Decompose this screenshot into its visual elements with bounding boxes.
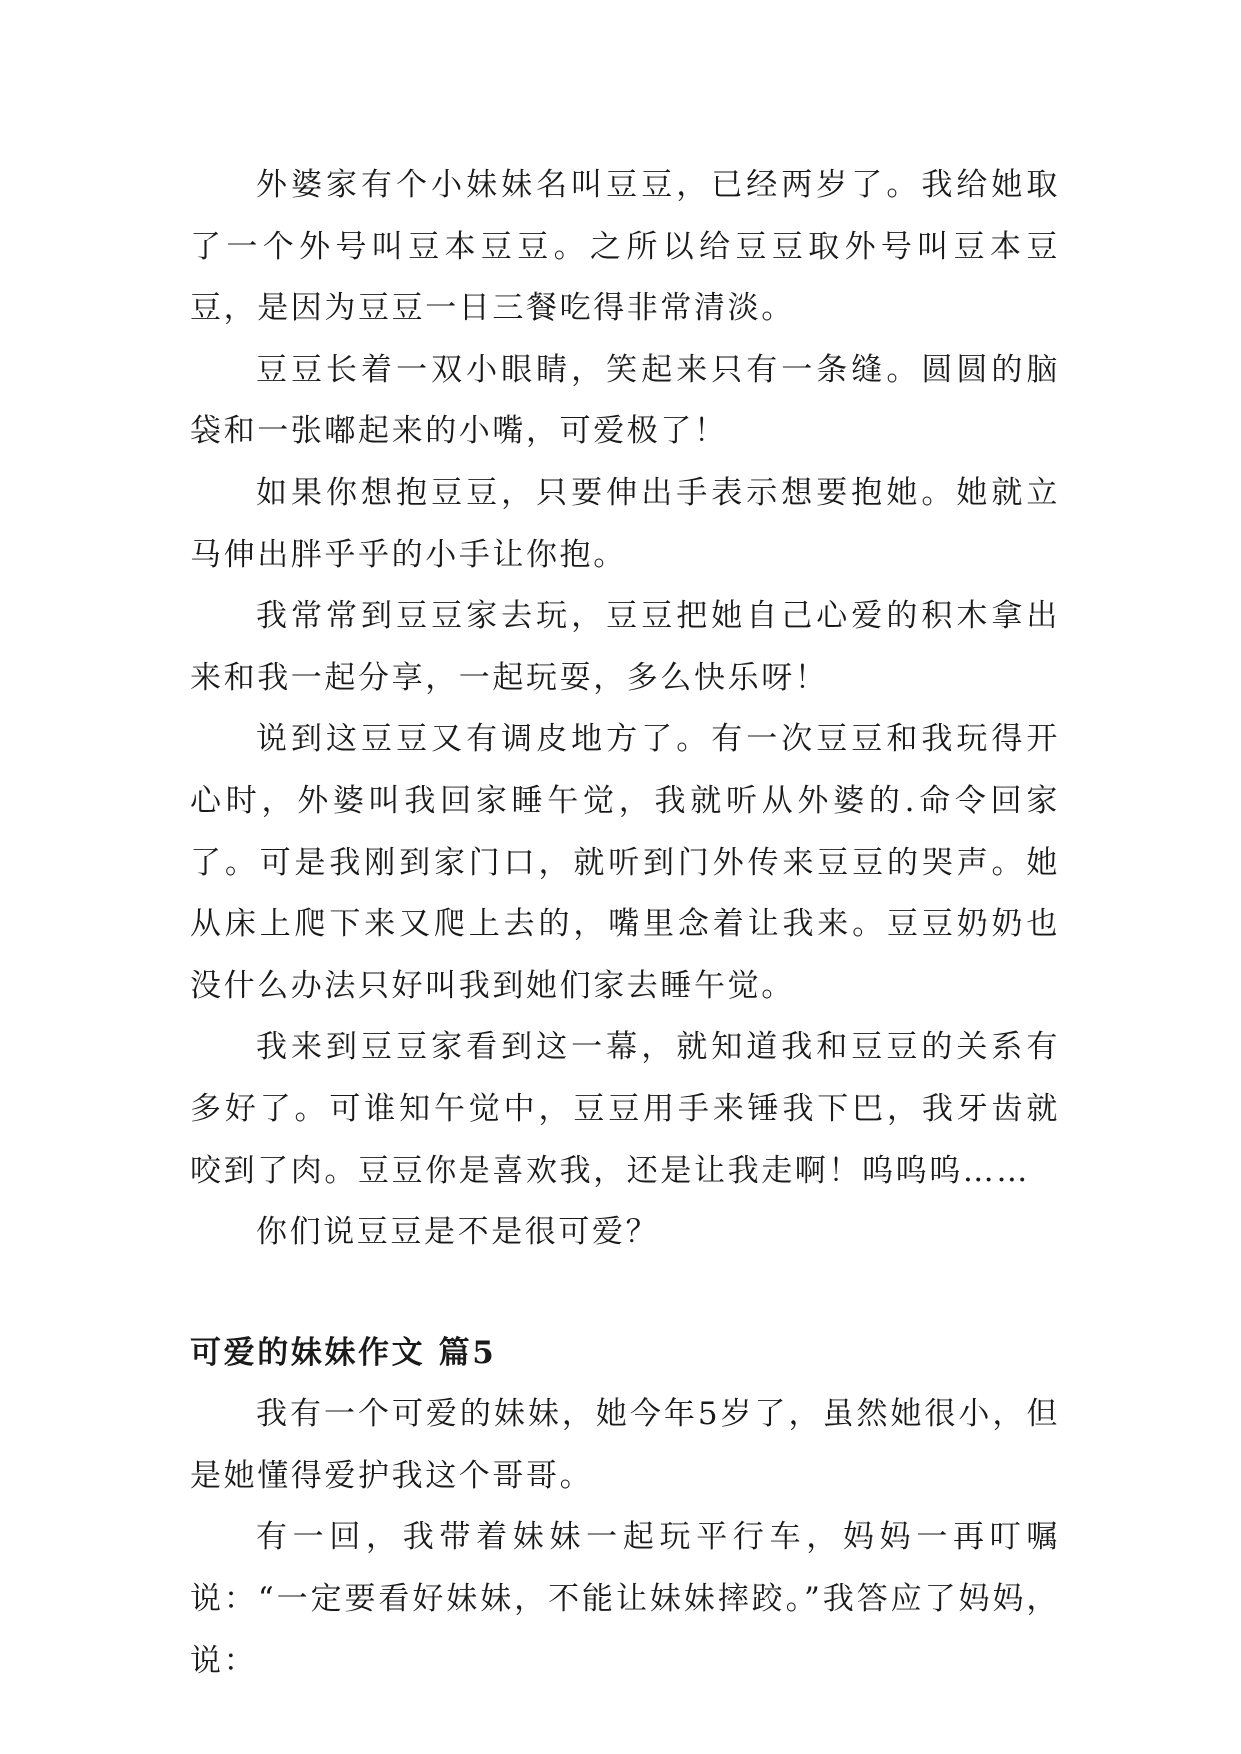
paragraph: 说到这豆豆又有调皮地方了。有一次豆豆和我玩得开心时，外婆叫我回家睡午觉，我就听从外婆的.命令回家了。可是我刚到家门口，就听到门外传来豆豆的哭声。她从床上爬下来又爬上去的，嘴里念着让我来。豆豆奶奶也没什么办法只好叫我到她们家去睡午觉。 [190, 721, 1060, 1004]
document-body [190, 155, 1060, 1692]
paragraph: 外婆家有个小妹妹名叫豆豆，已经两岁了。我给她取了一个外号叫豆本豆豆。之所以给豆豆取外号叫豆本豆豆，是因为豆豆一日三餐吃得非常清淡。 [190, 167, 1060, 327]
paragraph: 我有一个可爱的妹妹，她今年5岁了，虽然她很小，但是她懂得爱护我这个哥哥。 [190, 1396, 1060, 1494]
section-heading: 可爱的妹妹作文 篇5 [190, 1334, 497, 1371]
paragraph: 你们说豆豆是不是很可爱？ [256, 1214, 660, 1251]
paragraph: 豆豆长着一双小眼睛，笑起来只有一条缝。圆圆的脑袋和一张嘟起来的小嘴，可爱极了！ [190, 351, 1060, 450]
paragraph: 有一回，我带着妹妹一起玩平行车，妈妈一再叮嘱说：“一定要看好妹妹，不能让妹妹摔跤。”我答应了妈妈，说： [190, 1519, 1060, 1679]
paragraph: 如果你想抱豆豆，只要伸出手表示想要抱她。她就立马伸出胖乎乎的小手让你抱。 [190, 474, 1060, 573]
paragraph: 我常常到豆豆家去玩，豆豆把她自己心爱的积木拿出来和我一起分享，一起玩耍，多么快乐呀！ [190, 598, 1060, 696]
paragraph: 我来到豆豆家看到这一幕，就知道我和豆豆的关系有多好了。可谁知午觉中，豆豆用手来锤我下巴，我牙齿就咬到了肉。豆豆你是喜欢我，还是让我走啊！呜呜呜…… [190, 1029, 1060, 1189]
